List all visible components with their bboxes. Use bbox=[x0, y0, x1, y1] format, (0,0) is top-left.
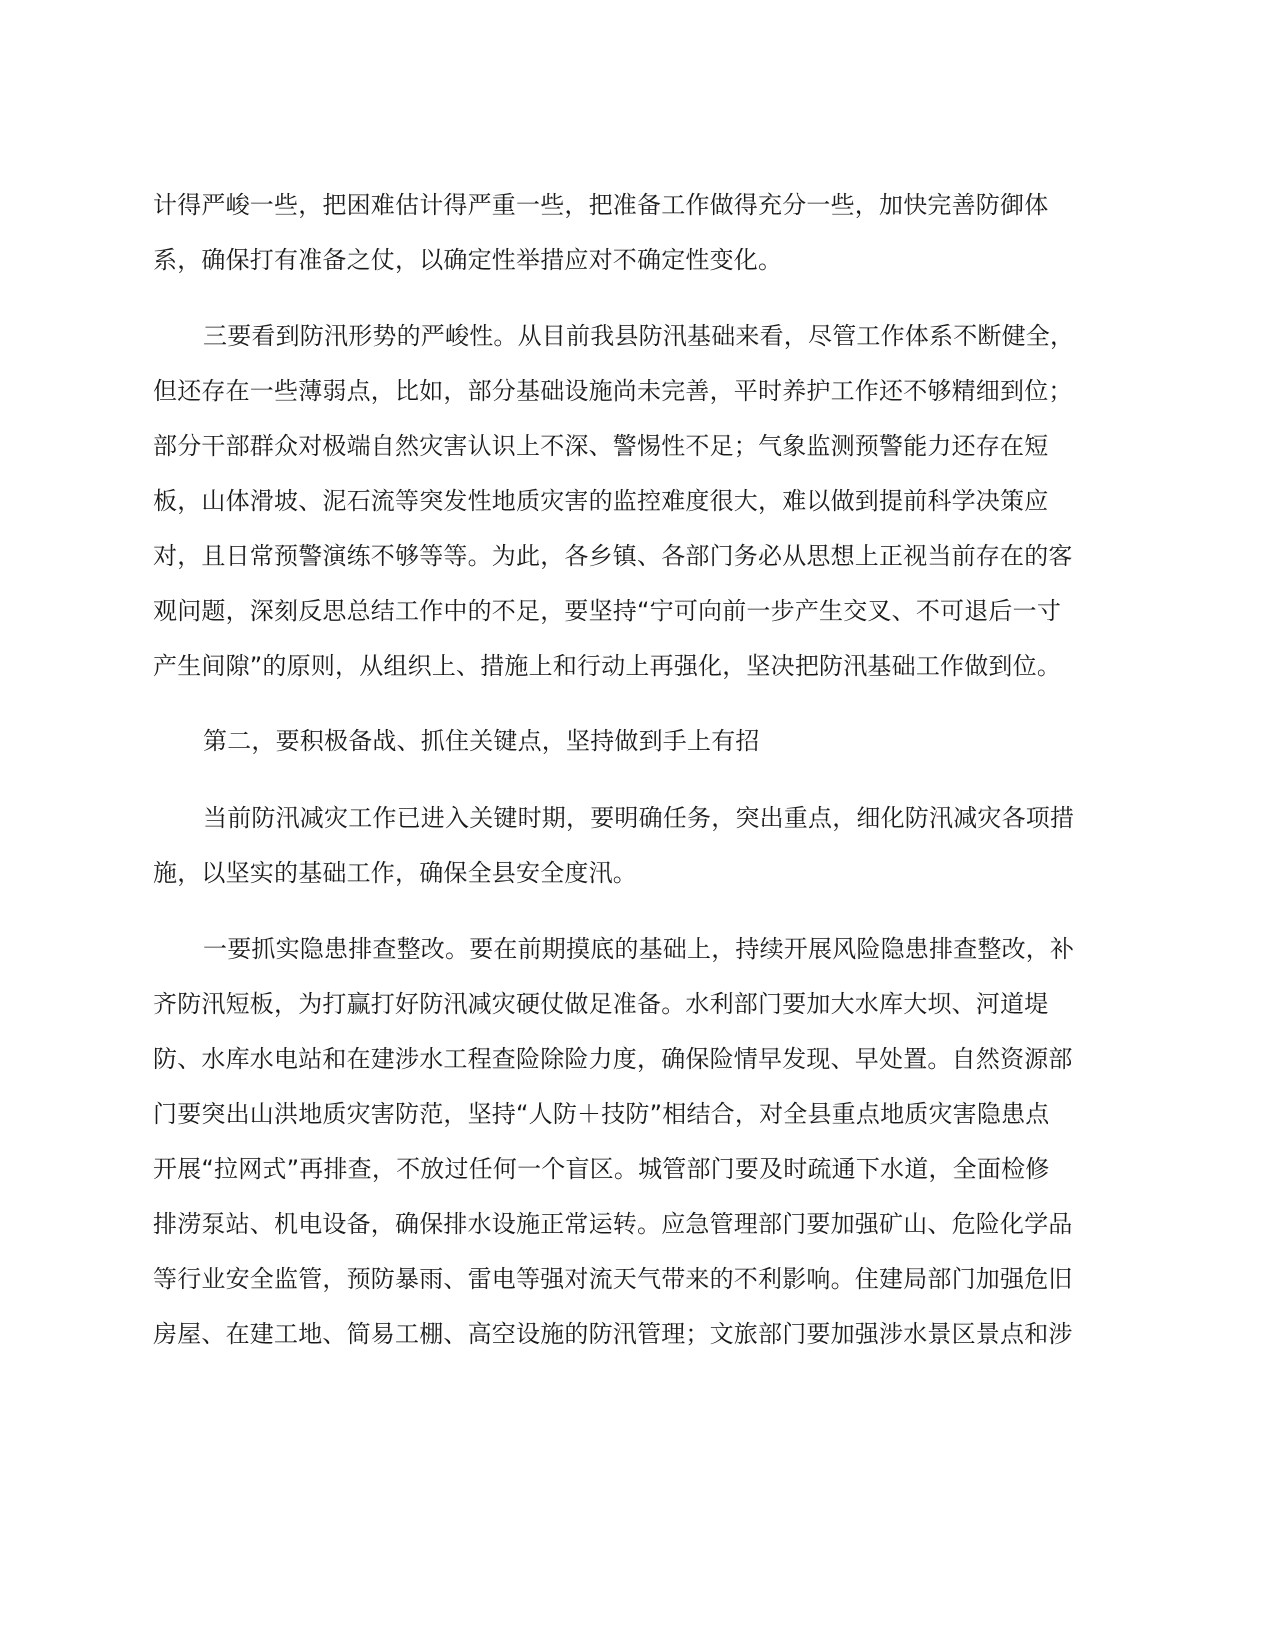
text-line: 但还存在一些薄弱点，比如，部分基础设施尚未完善，平时养护工作还不够精细到位； bbox=[153, 377, 1073, 405]
text-line: 观问题，深刻反思总结工作中的不足，要坚持“宁可向前一步产生交叉、不可退后一寸 bbox=[153, 597, 1062, 625]
text-line: 防、水库水电站和在建涉水工程查险除险力度，确保险情早发现、早处置。自然资源部 bbox=[153, 1045, 1073, 1073]
text-line: 排涝泵站、机电设备，确保排水设施正常运转。应急管理部门要加强矿山、危险化学品 bbox=[153, 1210, 1073, 1238]
text-line: 产生间隙”的原则，从组织上、措施上和行动上再强化，坚决把防汛基础工作做到位。 bbox=[153, 652, 1062, 680]
text-line: 对，且日常预警演练不够等等。为此，各乡镇、各部门务必从思想上正视当前存在的客 bbox=[153, 542, 1073, 570]
text-line: 部分干部群众对极端自然灾害认识上不深、警惕性不足；气象监测预警能力还存在短 bbox=[153, 432, 1049, 460]
text-line: 板，山体滑坡、泥石流等突发性地质灾害的监控难度很大，难以做到提前科学决策应 bbox=[153, 487, 1049, 515]
paragraph-start-line: 当前防汛减灾工作已进入关键时期，要明确任务，突出重点，细化防汛减灾各项措 bbox=[203, 804, 1075, 832]
text-line: 等行业安全监管，预防暴雨、雷电等强对流天气带来的不利影响。住建局部门加强危旧 bbox=[153, 1265, 1073, 1293]
text-line: 房屋、在建工地、简易工棚、高空设施的防汛管理；文旅部门要加强涉水景区景点和涉 bbox=[153, 1320, 1073, 1348]
text-line: 施，以坚实的基础工作，确保全县安全度汛。 bbox=[153, 859, 637, 887]
text-line: 计得严峻一些，把困难估计得严重一些，把准备工作做得充分一些，加快完善防御体 bbox=[153, 191, 1049, 219]
text-line: 门要突出山洪地质灾害防范，坚持“人防＋技防”相结合，对全县重点地质灾害隐患点 bbox=[153, 1100, 1050, 1128]
paragraph-start-line: 三要看到防汛形势的严峻性。从目前我县防汛基础来看，尽管工作体系不断健全， bbox=[203, 322, 1075, 350]
text-line: 齐防汛短板，为打赢打好防汛减灾硬仗做足准备。水利部门要加大水库大坝、河道堤 bbox=[153, 990, 1049, 1018]
text-line: 系，确保打有准备之仗，以确定性举措应对不确定性变化。 bbox=[153, 246, 783, 274]
text-line: 开展“拉网式”再排查，不放过任何一个盲区。城管部门要及时疏通下水道，全面检修 bbox=[153, 1155, 1050, 1183]
paragraph-start-line: 一要抓实隐患排查整改。要在前期摸底的基础上，持续开展风险隐患排查整改，补 bbox=[203, 935, 1075, 963]
section-heading: 第二，要积极备战、抓住关键点，坚持做到手上有招 bbox=[203, 727, 760, 755]
